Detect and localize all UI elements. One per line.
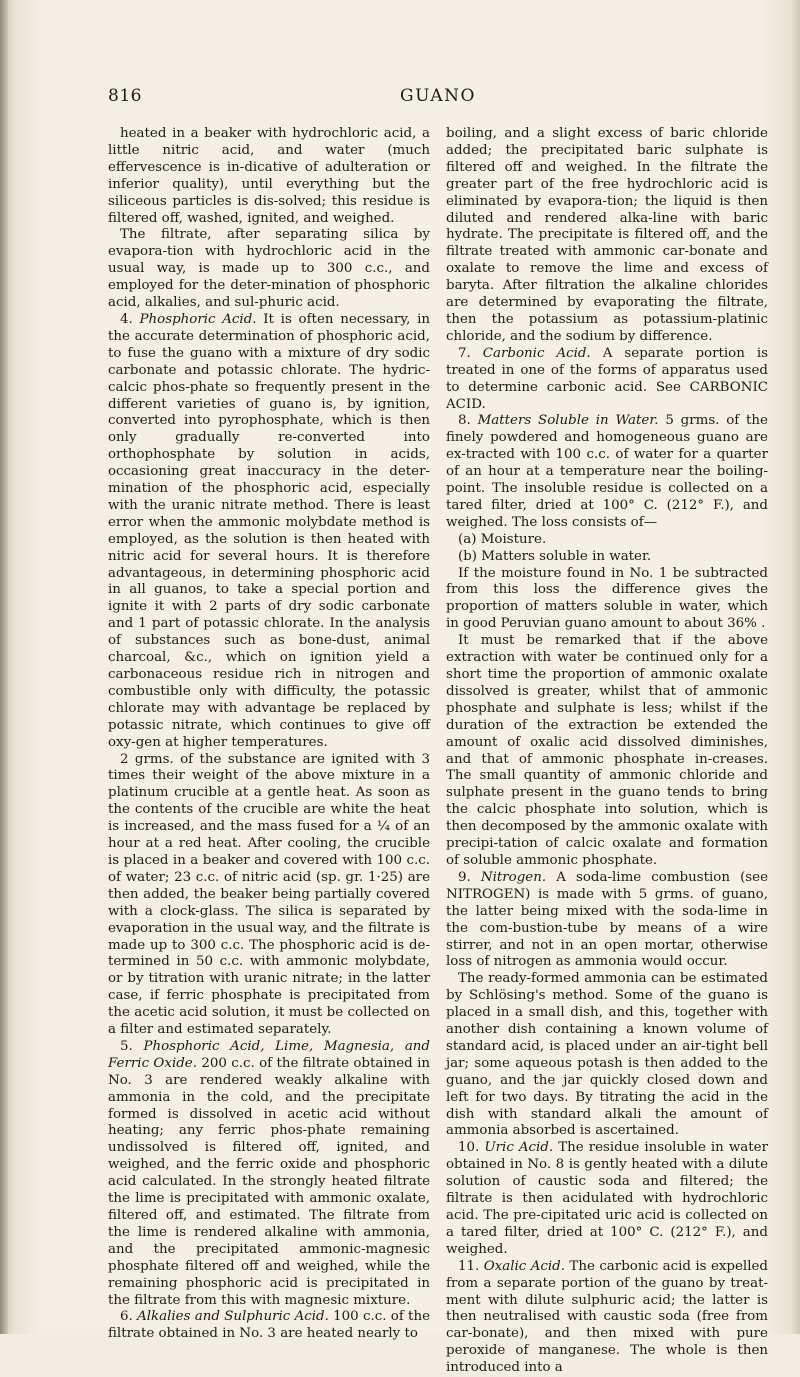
paragraph-text: The residue insoluble in water obtained in No. 8 is gently heated with a dilute solution of caustic soda and filtered; the filtrate is then acidulated with hydrochloric acid. The pre-cipitated uric acid is collected on a tared filter, dried at 100° C. (212° F.), and weighed. (446, 1140, 768, 1257)
paragraph (446, 971, 768, 1140)
paragraph-text: The carbonic acid is expelled from a separate portion of the guano by treat-ment with dilute sulphuric acid; the latter is then neutralised with caustic soda (free from car-bonate), and then mixed with pure peroxide of manganese. The whole is then introduced into a (446, 1258, 768, 1376)
paragraph (446, 126, 768, 346)
paragraph (108, 1309, 430, 1343)
section-heading: Phosphoric Acid. (139, 311, 257, 327)
paragraph (446, 413, 768, 531)
page-number: 816 (108, 86, 142, 106)
paragraph-text: A separate portion is treated in one of the forms of apparatus used to determine carbonic acid. See CARBONIC ACID. (446, 345, 768, 412)
section-number: 6. (120, 1309, 133, 1325)
paragraph (108, 752, 430, 1039)
section-heading: Oxalic Acid. (483, 1258, 565, 1274)
paragraph-text: A soda-lime combustion (see NITROGEN) is made with 5 grms. of guano, the latter being mixed with the soda-lime in the com-bustion-tube by means of a wire stirrer, and not in an open mortar, otherwise loss of nitrogen as ammonia would occur. (446, 869, 769, 970)
section-heading: Phosphoric Acid, Lime, Magnesia, and Ferric Oxide. (108, 1038, 430, 1071)
section-heading: Alkalies and Sulphuric Acid. (137, 1309, 329, 1325)
paragraph (446, 633, 768, 870)
paragraph-text: 5 grms. of the finely powdered and homogeneous guano are ex-tracted with 100 c.c. of water for a quarter of an hour at a temperature near the boiling-point. The insoluble residue is collected on a tared filter, dried at 100° C. (212° F.), and weighed. The loss consists of— (446, 413, 768, 530)
paragraph-text: (a) Moisture. (458, 531, 547, 547)
section-number: 10. (458, 1140, 480, 1156)
paragraph-text: The ready-formed ammonia can be estimated by Schlösing's method. Some of the guano is placed in a small dish, and this, together with another dish containing a known volume of standard acid, is placed under an air-tight bell jar; some aqueous potash is then added to the guano, and the jar quickly closed down and left for two days. By titrating the acid in the dish with standard alkali the amount of ammonia absorbed is ascertained. (446, 971, 768, 1139)
paragraph (446, 532, 768, 549)
section-heading: Nitrogen. (480, 869, 547, 885)
paragraph (446, 1140, 768, 1258)
paragraph (446, 1259, 768, 1377)
section-heading: Uric Acid. (484, 1140, 554, 1156)
paragraph-text: 200 c.c. of the filtrate obtained in No. 3 are rendered weakly alkaline with ammonia in the cold, and the precipitate formed is dissolved in acetic acid without heating; any ferric phos-phate remaining undissolved is filtered off, ignited, and weighed, and the ferric oxide and phosphoric acid calculated. In the strongly heated filtrate the lime is precipitated with ammonic oxalate, filtered off, and estimated. The filtrate from the lime is rendered alkaline with ammonia, and the precipitated ammonic-magnesic phosphate filtered off and weighed, while the remaining phosphoric acid is precipitated in the filtrate from this with magnesic mixture. (108, 1055, 430, 1308)
section-number: 11. (458, 1258, 480, 1274)
paragraph (446, 346, 768, 414)
running-title: GUANO (400, 86, 476, 106)
paragraph-text: boiling, and a slight excess of baric chloride added; the precipitated baric sulphate is filtered off and weighed. In the filtrate the greater part of the free hydrochloric acid is eliminated by evapora-tion; the liquid is then diluted and rendered alka-line with baric hydrate. The precipitate is filtered off, and the filtrate treated with ammonic car-bonate and oxalate to remove the lime and excess of baryta. After filtration the alkaline chlorides are determined by evaporating the filtrate, then the potassium as potassium-platinic chloride, and the sodium by difference. (446, 126, 768, 344)
paragraph-text: It must be remarked that if the above extraction with water be continued only for a short time the proportion of ammonic oxalate dissolved is greater, whilst that of ammonic phosphate and sulphate is less; whilst if the duration of the extraction be extended the amount of oxalic acid dissolved diminishes, and that of ammonic phosphate in-creases. The small quantity of ammonic chloride and sulphate present in the guano tends to bring the calcic phosphate into solution, which is then decomposed by the ammonic oxalate with precipi-tation of calcic oxalate and formation of soluble ammonic phosphate. (446, 633, 768, 868)
section-number: 5. (120, 1038, 133, 1054)
paragraph (108, 1039, 430, 1310)
section-heading: Matters Soluble in Water. (477, 413, 659, 429)
scan-edge (0, 0, 8, 1334)
paragraph-text: (b) Matters soluble in water. (458, 548, 652, 564)
paragraph-text: heated in a beaker with hydrochloric acid, a little nitric acid, and water (much effervescence is in-dicative of adulteration or inferior quality), until everything but the siliceous particles is dis-solved; this residue is filtered off, washed, ignited, and weighed. (108, 126, 430, 226)
paragraph-text: 2 grms. of the substance are ignited with 3 times their weight of the above mixture in a platinum crucible at a gentle heat. As soon as the contents of the crucible are white the heat is increased, and the mass fused for a ¼ of an hour at a red heat. After cooling, the crucible is placed in a beaker and covered with 100 c.c. of water; 23 c.c. of nitric acid (sp. gr. 1·25) are then added, the beaker being partially covered with a clock-glass. The silica is separated by evaporation in the usual way, and the filtrate is made up to 300 c.c. The phosphoric acid is de-termined in 50 c.c. with ammonic molybdate, or by titration with uranic nitrate; in the latter case, if ferric phosphate is precipitated from the acetic acid solution, it must be collected on a filter and estimated separately. (108, 751, 430, 1038)
section-number: 9. (458, 869, 471, 885)
section-number: 7. (458, 345, 471, 361)
paragraph-text: The filtrate, after separating silica by evapora-tion with hydrochloric acid in the usual way, is made up to 300 c.c., and employed for the deter-mination of phosphoric acid, alkalies, and sul-phuric acid. (108, 227, 430, 311)
paragraph (446, 549, 768, 566)
paragraph-text: 100 c.c. of the filtrate obtained in No. 3 are heated nearly to (108, 1309, 430, 1342)
paragraph (108, 126, 430, 227)
paragraph-text: It is often necessary, in the accurate determination of phosphoric acid, to fuse the guano with a mixture of dry sodic carbonate and potassic chlorate. The hydric-calcic phos-phate so frequently present in the different varieties of guano is, by ignition, converted into pyrophosphate, which is then only gradually re-converted into orthophosphate by solution in acids, occasioning great inaccuracy in the deter-mination of the phosphoric acid, especially with the uranic nitrate method. There is least error when the ammonic molybdate method is employed, as the solution is then heated with nitric acid for several hours. It is therefore advantageous, in determining phosphoric acid in all guanos, to take a special portion and ignite it with 2 parts of dry sodic carbonate and 1 part of potassic chlorate. In the analysis of substances such as bone-dust, animal charcoal, &c., which on ignition yield a carbonaceous residue rich in nitrogen and combustible only with difficulty, the potassic chlorate may with advantage be replaced by potassic nitrate, which continues to give off oxy-gen at higher temperatures. (108, 311, 430, 750)
paragraph (446, 566, 768, 634)
page-header (108, 86, 768, 110)
right-column (446, 126, 768, 1377)
left-column (108, 126, 430, 1343)
section-heading: Carbonic Acid. (482, 345, 591, 361)
paragraph-text: If the moisture found in No. 1 be subtracted from this loss the difference gives the proportion of matters soluble in water, which in good Peruvian guano amount to about 36% . (446, 565, 768, 632)
paragraph (446, 870, 768, 971)
section-number: 4. (120, 311, 133, 327)
paragraph (108, 312, 430, 752)
paragraph (108, 227, 430, 312)
section-number: 8. (458, 413, 471, 429)
